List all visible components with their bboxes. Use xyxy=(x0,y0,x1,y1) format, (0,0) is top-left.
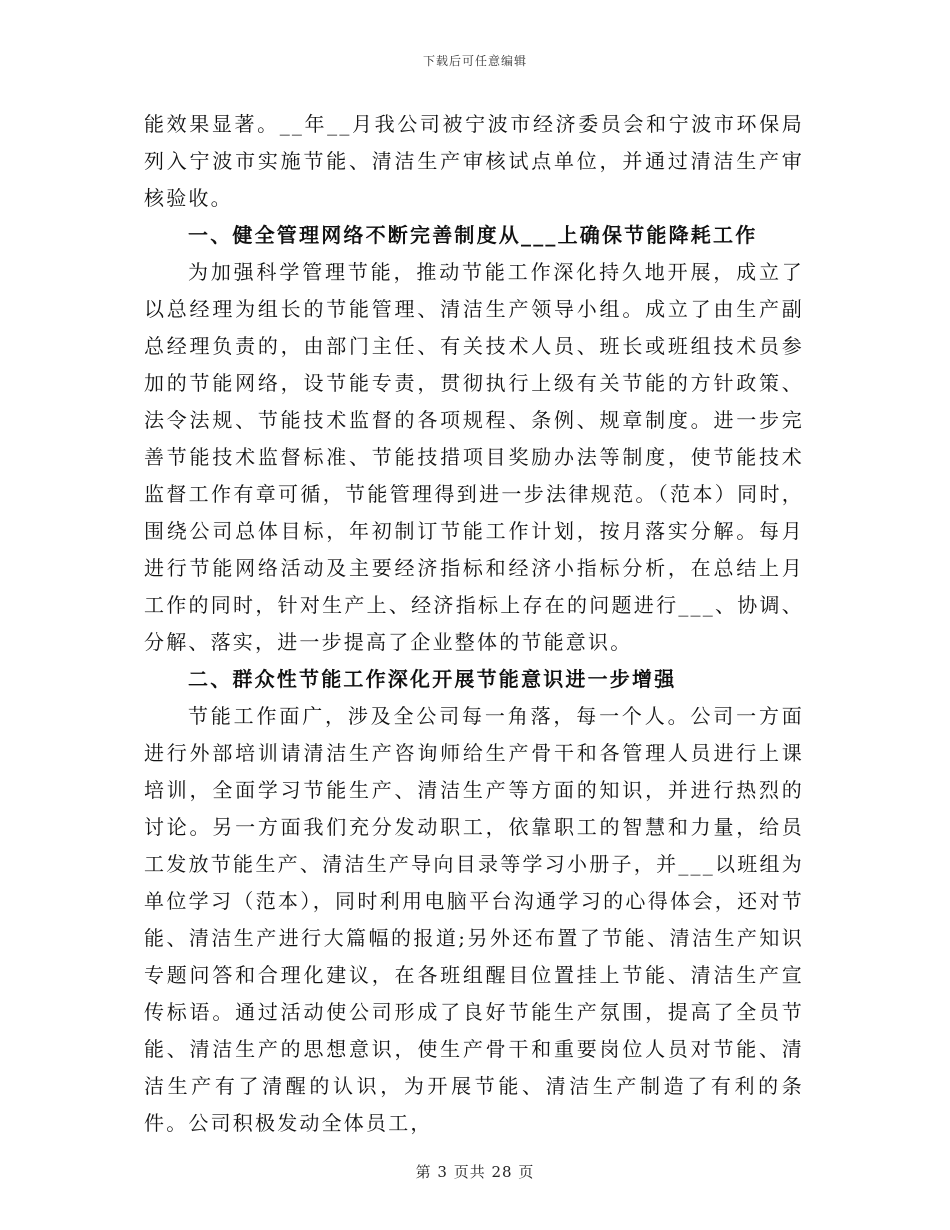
page-number-footer: 第 3 页共 28 页 xyxy=(415,1163,535,1181)
page-header-note: 下载后可任意编辑 xyxy=(422,54,527,68)
section-2-heading: 二、群众性节能工作深化开展节能意识进一步增强 xyxy=(188,667,677,691)
section-1-heading: 一、健全管理网络不断完善制度从___上确保节能降耗工作 xyxy=(188,223,758,247)
intro-paragraph: 能效果显著。__年__月我公司被宁波市经济委员会和宁波市环保局列入宁波市实施节能、清洁生产审核试点单位，并通过清洁生产审核验收。 xyxy=(144,112,804,210)
section-1-paragraph: 为加强科学管理节能，推动节能工作深化持久地开展，成立了以总经理为组长的节能管理、清洁生产领导小组。成立了由生产副总经理负责的，由部门主任、有关技术人员、班长或班组技术员参加的节能网络，设节能专责，贯彻执行上级有关节能的方针政策、法令法规、节能技术监督的各项规程、条例、规章制度。进一步完善节能技术监督标准、节能技措项目奖励办法等制度，使节能技术监督工作有章可循，节能管理得到进一步法律规范。（范本）同时，围绕公司总体目标，年初制订节能工作计划，按月落实分解。每月进行节能网络活动及主要经济指标和经济小指标分析，在总结上月工作的同时，针对生产上、经济指标上存在的问题进行___、协调、分解、落实，进一步提高了企业整体的节能意识。 xyxy=(144,260,804,654)
section-2-paragraph: 节能工作面广，涉及全公司每一角落，每一个人。公司一方面进行外部培训请清洁生产咨询师给生产骨干和各管理人员进行上课培训，全面学习节能生产、清洁生产等方面的知识，并进行热烈的讨论。另一方面我们充分发动职工，依靠职工的智慧和力量，给员工发放节能生产、清洁生产导向目录等学习小册子，并___以班组为单位学习（范本），同时利用电脑平台沟通学习的心得体会，还对节能、清洁生产进行大篇幅的报道;另外还布置了节能、清洁生产知识专题问答和合理化建议，在各班组醒目位置挂上节能、清洁生产宣传标语。通过活动使公司形成了良好节能生产氛围，提高了全员节能、清洁生产的思想意识，使生产骨干和重要岗位人员对节能、清洁生产有了清醒的认识，为开展节能、清洁生产制造了有利的条件。公司积极发动全体员工， xyxy=(144,704,804,1135)
document-body xyxy=(144,106,804,1142)
